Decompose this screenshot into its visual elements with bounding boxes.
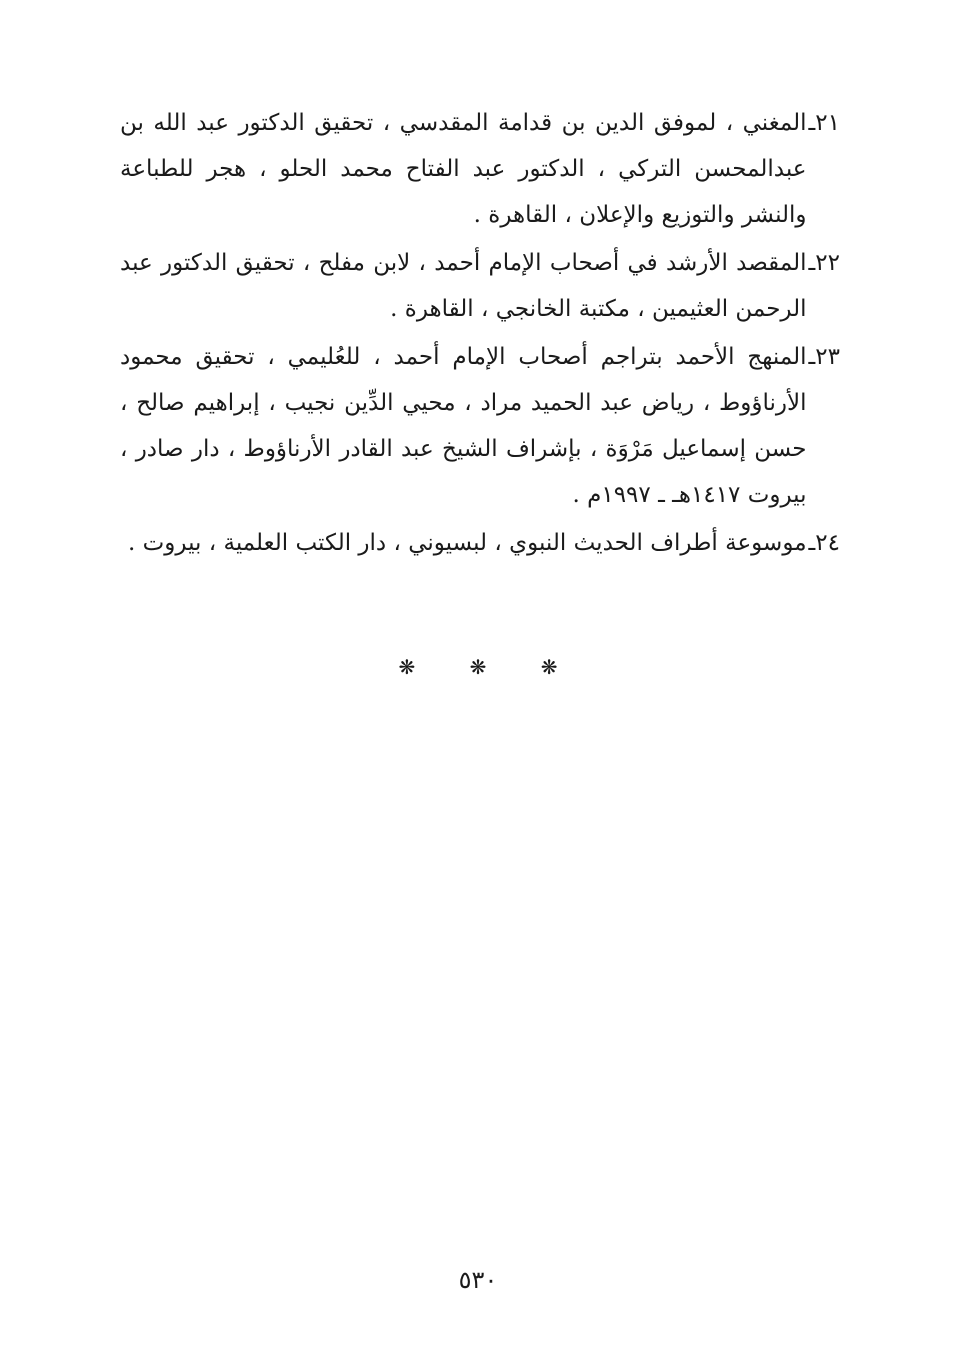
section-divider-ornament — [0, 655, 956, 679]
reference-text: موسوعة أطراف الحديث النبوي ، لبسيوني ، دار الكتب العلمية ، بيروت . — [128, 530, 807, 556]
reference-number: ٢١ـ — [808, 110, 840, 136]
reference-number: ٢٤ـ — [808, 530, 840, 556]
asterisk-ornament-icon: ❋ — [469, 655, 487, 679]
reference-number: ٢٣ـ — [808, 344, 840, 370]
asterisk-ornament-icon: ❋ — [540, 655, 558, 679]
reference-item — [120, 334, 840, 518]
reference-item — [120, 100, 840, 238]
reference-text: المنهج الأحمد بتراجم أصحاب الإمام أحمد ، للعُليمي ، تحقيق محمود الأرناؤوط ، رياض عبد الحميد مراد ، محيي الدِّين نجيب ، إبراهيم صالح ، حسن إسماعيل مَرْوَة ، بإشراف الشيخ عبد القادر الأرناؤوط ، دار صادر ، بيروت ١٤١٧هـ ـ ١٩٩٧م . — [120, 344, 807, 508]
reference-list — [120, 100, 840, 568]
reference-text: المقصد الأرشد في أصحاب الإمام أحمد ، لابن مفلح ، تحقيق الدكتور عبد الرحمن العثيمين ، مكتبة الخانجي ، القاهرة . — [120, 250, 807, 322]
reference-text: المغني ، لموفق الدين بن قدامة المقدسي ، تحقيق الدكتور عبد الله بن عبدالمحسن التركي ، الدكتور عبد الفتاح محمد الحلو ، هجر للطباعة والنشر والتوزيع والإعلان ، القاهرة . — [120, 110, 807, 228]
reference-number: ٢٢ـ — [808, 250, 840, 276]
page-number: ٥٣٠ — [458, 1266, 498, 1294]
reference-item — [120, 520, 840, 566]
asterisk-ornament-icon: ❋ — [398, 655, 416, 679]
reference-item — [120, 240, 840, 332]
